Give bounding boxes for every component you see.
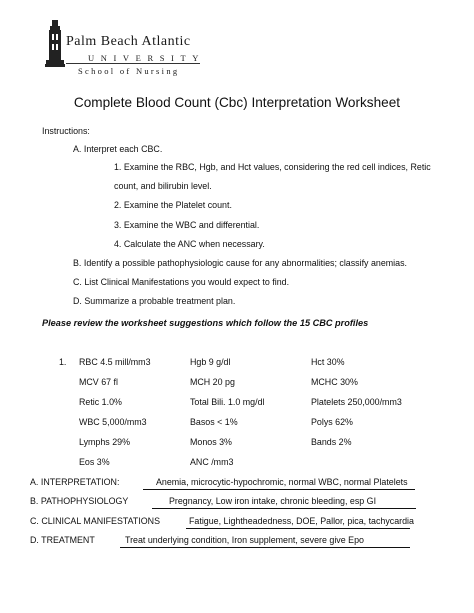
profile-value: Monos 3% — [190, 437, 232, 447]
treatment-answer: Treat underlying condition, Iron supplement, severe give Epo — [125, 535, 364, 545]
clinical-manifestations-label: C. CLINICAL MANIFESTATIONS — [30, 516, 161, 526]
profile-value: RBC 4.5 mill/mm3 — [79, 357, 151, 367]
profile-value: Hct 30% — [311, 357, 345, 367]
clinical-manifestations-underline — [186, 528, 410, 529]
interpretation-answer: Anemia, microcytic-hypochromic, normal WBC, normal Platelets — [156, 477, 408, 487]
profile-value: ANC /mm3 — [190, 457, 234, 467]
logo-university: UNIVERSITY — [88, 53, 205, 63]
interpretation-label: A. INTERPRETATION: — [30, 477, 120, 487]
profile-value: Polys 62% — [311, 417, 353, 427]
profile-value: MCHC 30% — [311, 377, 358, 387]
treatment-underline — [120, 547, 410, 548]
instruction-a3: 3. Examine the WBC and differential. — [114, 220, 260, 230]
instruction-d: D. Summarize a probable treatment plan. — [73, 296, 236, 306]
profile-value: Hgb 9 g/dl — [190, 357, 231, 367]
profile-value: Platelets 250,000/mm3 — [311, 397, 402, 407]
instructions-heading: Instructions: — [42, 126, 90, 136]
logo-name: Palm Beach Atlantic — [66, 34, 191, 49]
profile-number: 1. — [59, 357, 67, 367]
profile-value: MCV 67 fl — [79, 377, 118, 387]
logo-school: School of Nursing — [78, 66, 180, 76]
page-title: Complete Blood Count (Cbc) Interpretation Worksheet — [73, 95, 401, 110]
interpretation-underline — [143, 489, 415, 490]
profile-value: Retic 1.0% — [79, 397, 122, 407]
pathophysiology-label: B. PATHOPHYSIOLOGY — [30, 496, 129, 506]
profile-value: Lymphs 29% — [79, 437, 130, 447]
profile-value: Bands 2% — [311, 437, 352, 447]
profile-value: WBC 5,000/mm3 — [79, 417, 147, 427]
instruction-a1-line2: count, and bilirubin level. — [114, 181, 212, 191]
profile-value: Total Bili. 1.0 mg/dl — [190, 397, 265, 407]
instruction-c: C. List Clinical Manifestations you would expect to find. — [73, 277, 290, 287]
instruction-a2: 2. Examine the Platelet count. — [114, 200, 232, 210]
instruction-a: A. Interpret each CBC. — [73, 144, 163, 154]
review-note: Please review the worksheet suggestions which follow the 15 CBC profiles — [42, 318, 369, 328]
profile-value: Basos < 1% — [190, 417, 238, 427]
instruction-a4: 4. Calculate the ANC when necessary. — [114, 239, 265, 249]
pathophysiology-underline — [152, 508, 416, 509]
treatment-label: D. TREATMENT — [30, 535, 95, 545]
instruction-a1-line1: 1. Examine the RBC, Hgb, and Hct values, considering the red cell indices, Retic — [114, 162, 431, 172]
profile-value: Eos 3% — [79, 457, 110, 467]
profile-value: MCH 20 pg — [190, 377, 235, 387]
pathophysiology-answer: Pregnancy, Low iron intake, chronic bleeding, esp GI — [169, 496, 377, 506]
clinical-manifestations-answer: Fatigue, Lightheadedness, DOE, Pallor, pica, tachycardia — [189, 516, 414, 526]
tower-logo-icon — [45, 20, 65, 72]
logo-divider — [66, 63, 200, 64]
instruction-b: B. Identify a possible pathophysiologic cause for any abnormalities; classify anemias. — [73, 258, 407, 268]
